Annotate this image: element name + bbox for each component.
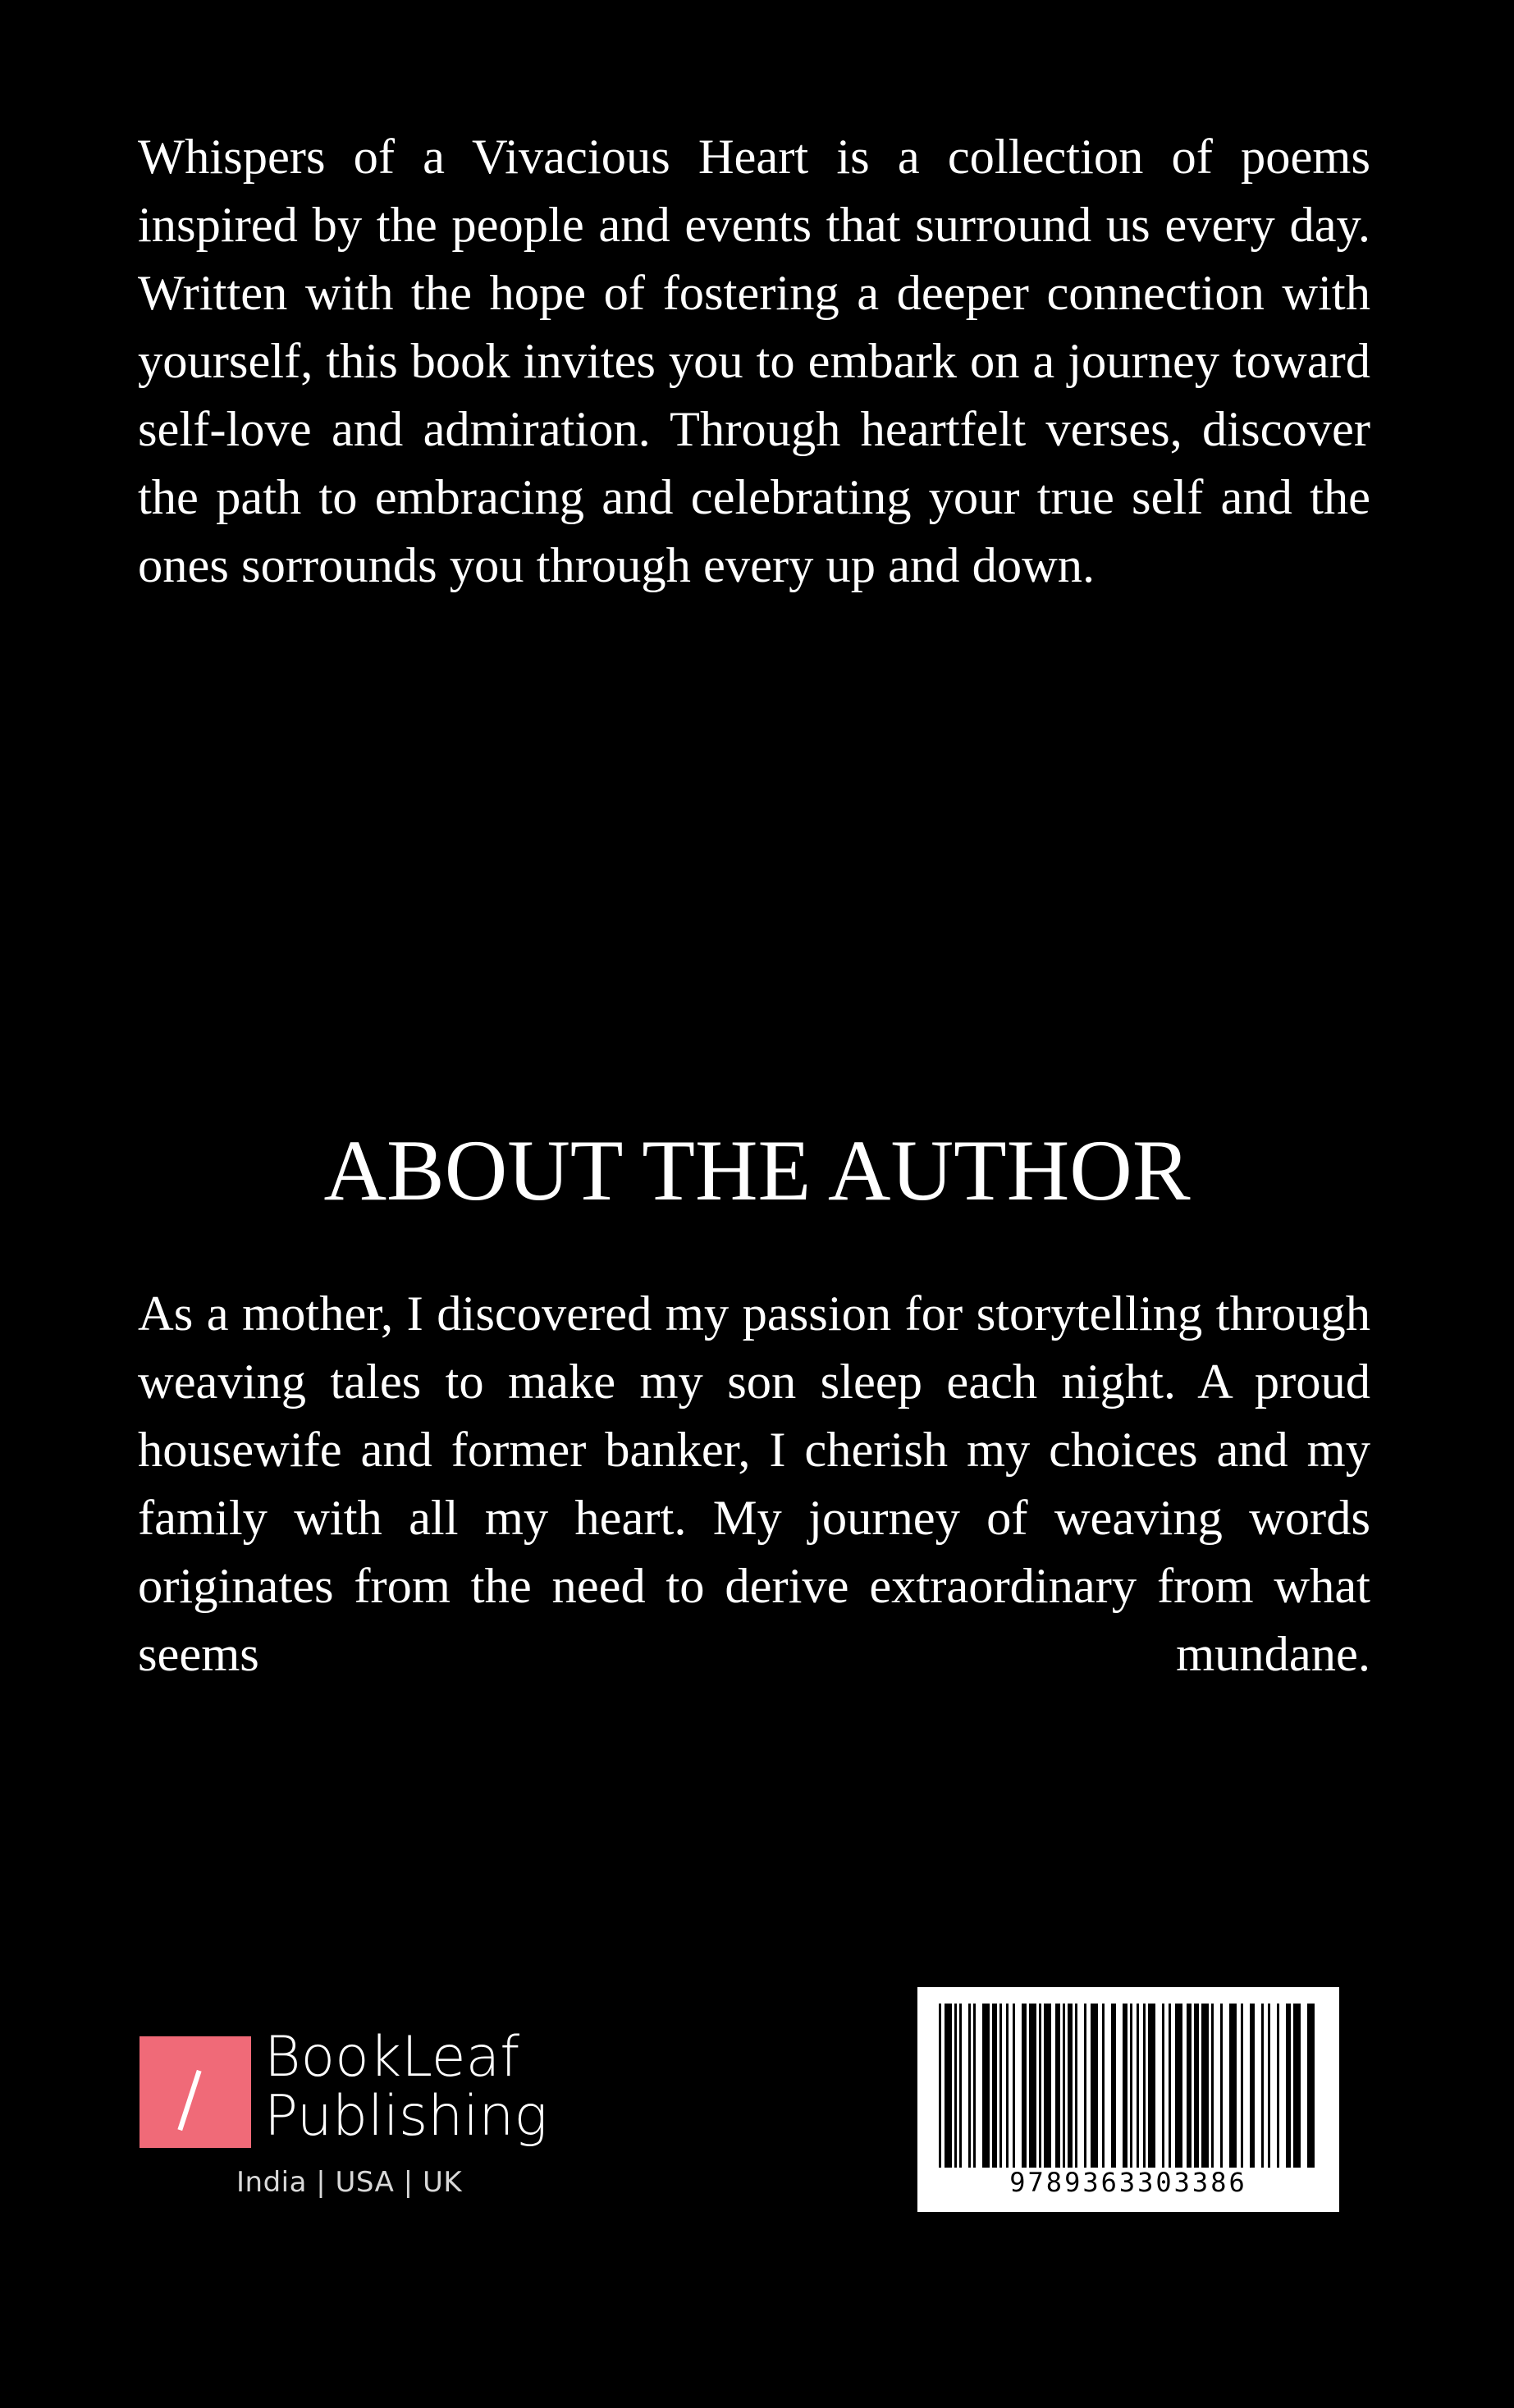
book-blurb: Whispers of a Vivacious Heart is a collection of poems inspired by the people and events that surround us every day. Written with the hope of fostering a deeper connection with yourself, this book invites you to embark on a journey toward self-love and admiration. Through heartfelt verses, discover the path to embracing and celebrating your true self and the ones sorrounds you through every up and down. [138, 130, 1370, 593]
isbn-number: 9789363303386 [1009, 2167, 1247, 2198]
logo-square [140, 2036, 251, 2148]
publisher-name-line1: BookLeaf [264, 2025, 520, 2090]
publisher-logo [140, 2025, 550, 2199]
author-bio: As a mother, I discovered my passion for storytelling through weaving tales to make my son sleep each night. A proud housewife and former banker, I cherish my choices and my family with all my heart. My journey of weaving words originates from the need to derive extraordinary from what seems mundane. [138, 1286, 1370, 1682]
isbn-barcode [917, 1987, 1339, 2212]
slash-icon [177, 2070, 201, 2131]
about-author-heading: ABOUT THE AUTHOR [323, 1122, 1191, 1218]
publisher-regions: India | USA | UK [236, 2166, 463, 2199]
barcode-icon [939, 2004, 1318, 2168]
publisher-name-line2: Publishing [264, 2084, 548, 2149]
